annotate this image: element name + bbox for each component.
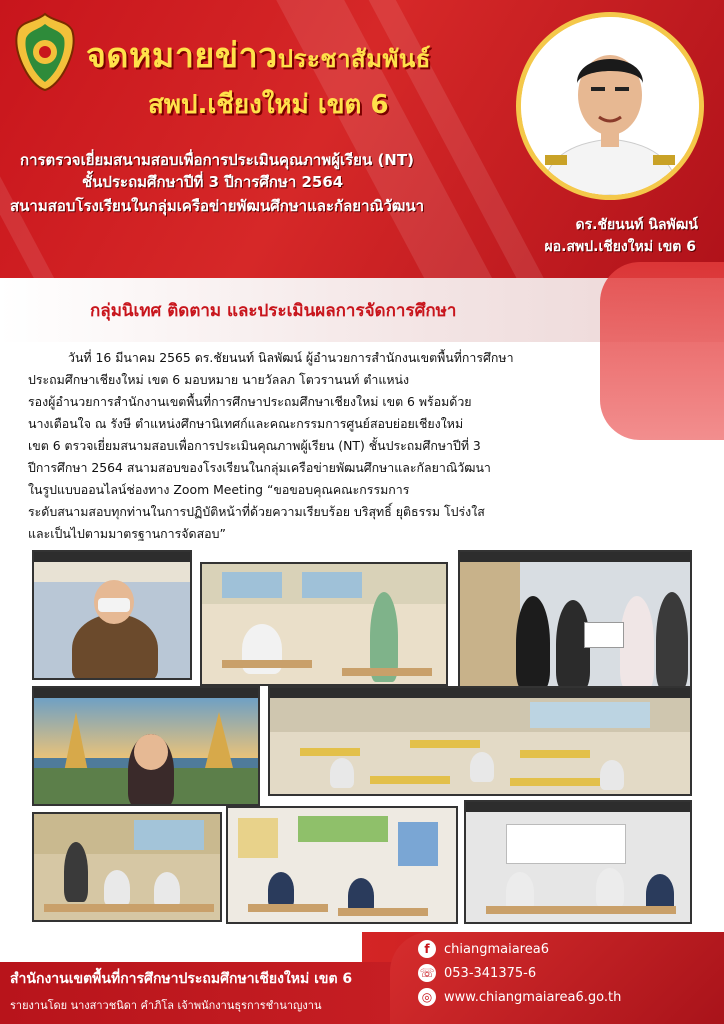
section-title: กลุ่มนิเทศ ติดตาม และประเมินผลการจัดการศึกษา — [90, 301, 457, 321]
director-position: ผอ.สพป.เชียงใหม่ เขต 6 — [544, 239, 696, 255]
footer-reporter: รายงานโดย นางสาวชนิดา คำภิโล เจ้าพนักงานธุรการชำนาญงาน — [10, 999, 322, 1012]
article-line: ระดับสนามสอบทุกท่านในการปฏิบัติหน้าที่ด้วยความเรียบร้อย บริสุทธิ์ ยุติธรรม โปร่งใส — [28, 504, 485, 519]
footer-office-name: สำนักงานเขตพื้นที่การศึกษาประถมศึกษาเชียงใหม่ เขต 6 — [10, 971, 353, 987]
title-main-text: จดหมายข่าว — [86, 36, 278, 76]
article-body — [28, 347, 628, 545]
article-line: เขต 6 ตรวจเยี่ยมสนามสอบเพื่อการประเมินคุณภาพผู้เรียน (NT) ชั้นประถมศึกษาปีที่ 3 — [28, 438, 481, 453]
website-url: www.chiangmaiarea6.go.th — [444, 989, 622, 1005]
headline-line-3: สนามสอบโรงเรียนในกลุ่มเครือข่ายพัฒนศึกษาและกัลยาณิวัฒนา — [10, 197, 425, 215]
office-seal-icon — [14, 12, 76, 92]
zoom-toolbar — [466, 802, 690, 812]
article-line: ปีการศึกษา 2564 สนามสอบของโรงเรียนในกลุ่มเครือข่ายพัฒนศึกษาและกัลยาณิวัฒนา — [28, 460, 491, 475]
newsletter-title — [86, 28, 431, 82]
article-line: ในรูปแบบออนไลน์ช่องทาง Zoom Meeting “ขอขอบคุณคณะกรรมการ — [28, 482, 410, 497]
headline-line-2: ชั้นประถมศึกษาปีที่ 3 ปีการศึกษา 2564 — [82, 173, 344, 191]
director-photo-frame — [516, 12, 704, 200]
globe-icon: ◎ — [418, 988, 436, 1006]
students-testing-photo-icon — [32, 812, 222, 922]
zoom-toolbar — [34, 552, 190, 562]
zoom-toolbar — [460, 552, 690, 562]
article-line: และเป็นไปตามมาตรฐานการจัดสอบ” — [28, 526, 226, 541]
classroom-desks-photo-icon — [226, 806, 458, 924]
phone-number: 053-341375-6 — [444, 965, 537, 981]
exam-hall-photo-icon — [268, 686, 692, 796]
office-subtitle: สพป.เชียงใหม่ เขต 6 — [148, 90, 389, 120]
article-line: วันที่ 16 มีนาคม 2565 ดร.ชัยนนท์ นิลพัฒน์ ผู้อำนวยการสำนักงนเขตพื้นที่การศึกษา — [68, 350, 514, 365]
zoom-presenter-photo-icon — [32, 686, 260, 806]
article-line: ประถมศึกษาเชียงใหม่ เขต 6 มอบหมาย นายวัลลภ โตวรานนท์ ตำแหน่ง — [28, 372, 410, 387]
zoom-toolbar — [270, 688, 690, 698]
director-name: ดร.ชัยนนท์ นิลพัฒน์ — [575, 217, 698, 233]
zoom-participant-photo-icon — [32, 550, 192, 680]
phone-icon: ☏ — [419, 966, 435, 980]
photo-collage — [28, 550, 696, 930]
facebook-icon: f — [418, 940, 436, 958]
article-line: รองผู้อำนวยการสำนักงานเขตพื้นที่การศึกษาประถมศึกษาเชียงใหม่ เขต 6 พร้อมด้วย — [28, 394, 472, 409]
headline-line-1: การตรวจเยี่ยมสนามสอบเพื่อการประเมินคุณภาพผู้เรียน (NT) — [20, 151, 414, 169]
header-banner — [0, 0, 724, 278]
facebook-link[interactable] — [418, 938, 549, 960]
article-line: นางเตือนใจ ณ รังษี ตำแหน่งศึกษานิเทศก์และคณะกรรมการศูนย์สอบย่อยเชียงใหม่ — [28, 416, 464, 431]
zoom-toolbar — [34, 688, 258, 698]
classroom-exam-photo-icon — [200, 562, 448, 686]
website-link[interactable] — [418, 986, 621, 1008]
award-ceremony-photo-icon — [458, 550, 692, 688]
phone-contact[interactable] — [418, 962, 536, 984]
students-at-desks-photo-icon — [464, 800, 692, 924]
director-portrait-icon — [521, 17, 699, 195]
facebook-handle: chiangmaiarea6 — [444, 941, 549, 957]
title-main-suffix: ประชาสัมพันธ์ — [277, 45, 431, 73]
